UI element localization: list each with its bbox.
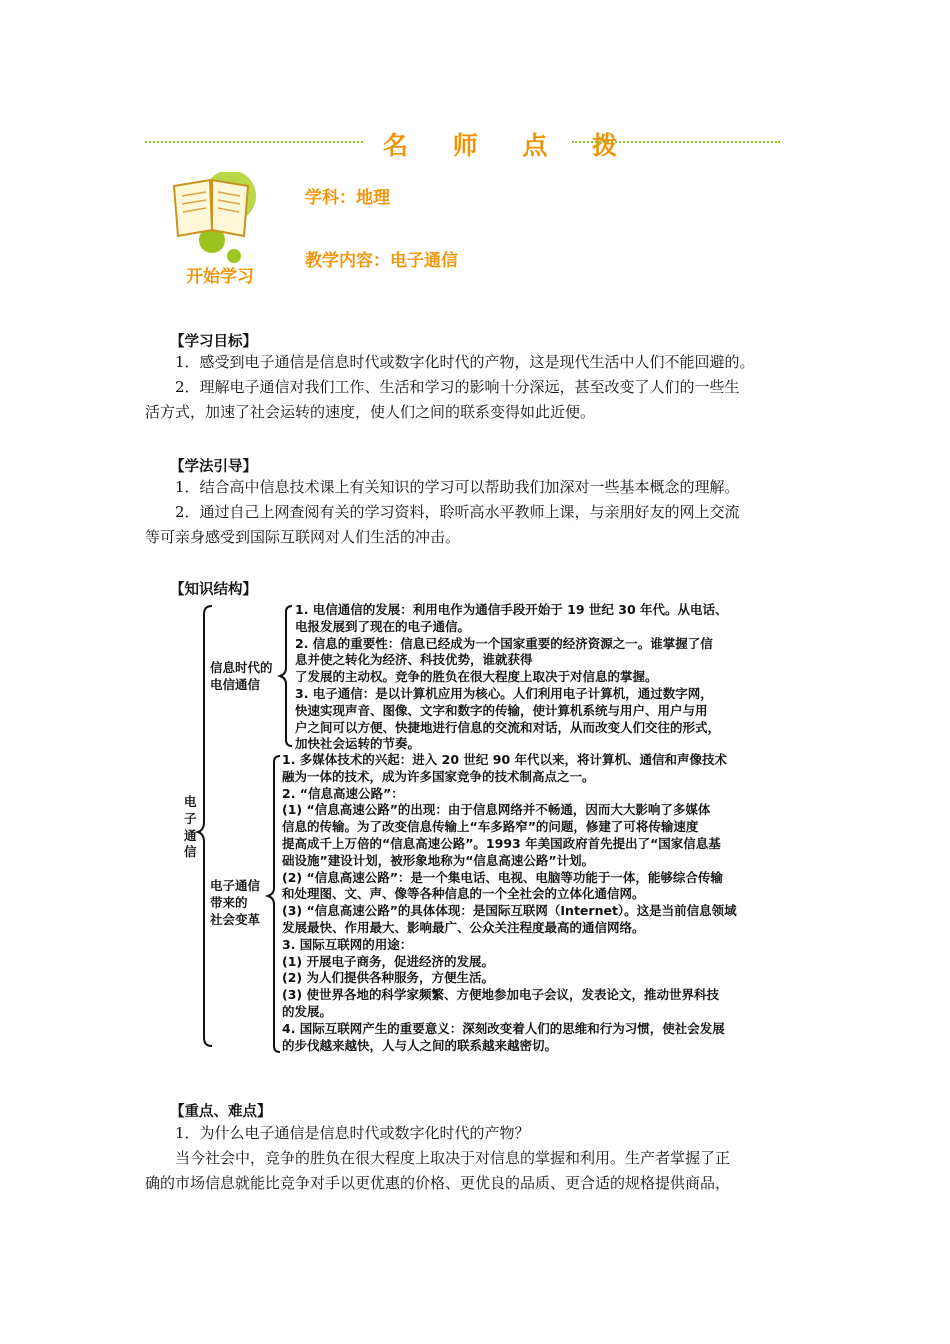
keypoint-line-3: 确的市场信息就能比竞争对手以更优惠的价格、更优良的品质、更合适的规格提供商品， — [145, 1174, 731, 1192]
keypoints-paragraph — [145, 1121, 810, 1196]
content-label: 教学内容：电子通信 — [305, 251, 458, 271]
goals-title: 【学习目标】 — [170, 334, 257, 350]
root-label: 电 子 通 信 — [184, 794, 197, 860]
banner-divider-left — [145, 141, 363, 143]
book-icon — [168, 172, 278, 290]
banner-divider-right — [572, 141, 780, 143]
start-learning-logo — [168, 172, 278, 290]
keypoints-title: 【重点、难点】 — [170, 1104, 272, 1120]
methods-title: 【学法引导】 — [170, 459, 257, 475]
structure-title: 【知识结构】 — [170, 582, 257, 598]
branch1-label: 信息时代的 电信通信 — [210, 660, 273, 692]
goal-line-2: 2．理解电子通信对我们工作、生活和学习的影响十分深远，甚至改变了人们的一些生 — [175, 378, 740, 396]
banner-title: 名 师 点 拨 — [383, 131, 636, 160]
goals-paragraph — [145, 350, 810, 425]
logo-text: 开始学习 — [186, 267, 254, 287]
section-banner — [145, 126, 780, 158]
keypoint-line-2: 当今社会中，竞争的胜负在很大程度上取决于对信息的掌握和利用。生产者掌握了正 — [175, 1149, 731, 1167]
branch2-content: 1. 多媒体技术的兴起：进入 20 世纪 90 年代以来，将计算机、通信和声像技术 融为一体的技术，成为许多国家竞争的技术制高点之一。 2. “信息高速公路”： (1) “信息高速公路”的出现：由于信息网络并不畅通，因而大大影响了多媒体 信息的传输。为了改变信息传输上“车多路窄”的问题，修建了可将传输速度 提高成千上万倍的“信息高速公路”。1993 年美国政府首先提出了“国家信息基 础设施”建设计划，被形象地称为“信息高速公路”计划。 (2) “信息高速公路”：是一个集电话、电视、电脑等功能于一体，能够综合传输 和处理图、文、声、像等各种信息的一个全社会的立体化通信网。 (3) “信息高速公路”的具体体现：是国际互联网（Internet）。这是当前信息领域 发展最快、作用最大、影响最广、公众关注程度最高的通信网络。 3. 国际互联网的用途： (1) 开展电子商务，促进经济的发展。 (2) 为人们提供各种服务，方便生活。 (3) 使世界各地的科学家频繁、方便地参加电子会议，发表论文，推动世界科技 的发展。 4. 国际互联网产生的重要意义：深刻改变着人们的思维和行为习惯，使社会发展 的步伐越来越快，人与人之间的联系越来越密切。 — [282, 752, 737, 1053]
methods-paragraph — [145, 475, 810, 550]
keypoint-line-1: 1．为什么电子通信是信息时代或数字化时代的产物？ — [175, 1124, 530, 1142]
knowledge-structure-diagram — [140, 598, 820, 1058]
goal-line-3: 活方式，加速了社会运转的速度，使人们之间的联系变得如此近便。 — [145, 403, 596, 421]
goal-line-1: 1．感受到电子通信是信息时代或数字化时代的产物，这是现代生活中人们不能回避的。 — [175, 353, 755, 371]
method-line-1: 1．结合高中信息技术课上有关知识的学习可以帮助我们加深对一些基本概念的理解。 — [175, 478, 740, 496]
branch2-label: 电子通信 带来的 社会变革 — [210, 878, 261, 927]
branch1-content: 1. 电信通信的发展：利用电作为通信手段开始于 19 世纪 30 年代。从电话、 电报发展到了现在的电子通信。 2. 信息的重要性：信息已经成为一个国家重要的经济资源之一。谁掌握了信 息并使之转化为经济、科技优势，谁就获得 了发展的主动权。竞争的胜负在很大程度上取决于对信息的掌握。 3. 电子通信：是以计算机应用为核心。人们利用电子计算机，通过数字网， 快速实现声音、图像、文字和数字的传输，使计算机系统与用户、用户与用 户之间可以方便、快捷地进行信息的交流和对话，从而改变人们交往的形式， 加快社会运转的节奏。 — [295, 602, 728, 752]
subject-label: 学科：地理 — [305, 188, 390, 208]
method-line-3: 等可亲身感受到国际互联网对人们生活的冲击。 — [145, 528, 461, 546]
method-line-2: 2．通过自己上网查阅有关的学习资料，聆听高水平教师上课，与亲朋好友的网上交流 — [175, 503, 740, 521]
